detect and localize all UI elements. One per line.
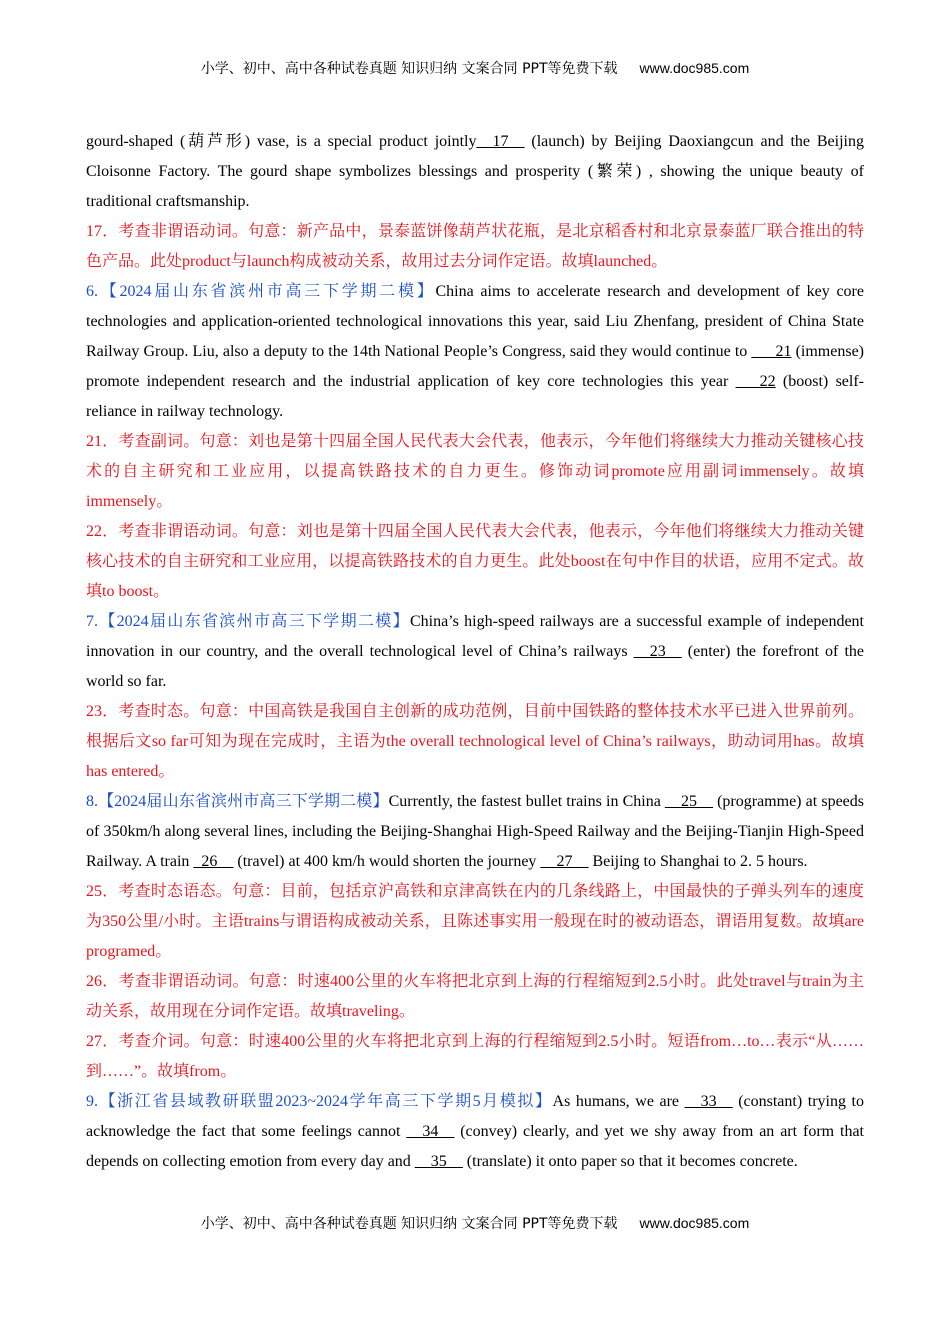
question-source: 【2024届山东省滨州市高三下学期二模】 bbox=[98, 793, 389, 810]
question-number: 7. bbox=[86, 613, 98, 630]
answer-17: 17．考查非谓语动词。句意：新产品中，景泰蓝饼像葫芦状花瓶，是北京稻香村和北京景泰蓝厂联合推出的特色产品。此处product与launch构成被动关系，故用过去分词作定语。故填launched。 bbox=[86, 223, 864, 270]
question-source: 【浙江省县域教研联盟2023~2024学年高三下学期5月模拟】 bbox=[98, 1093, 553, 1110]
question-9-passage: 9.【浙江省县域教研联盟2023~2024学年高三下学期5月模拟】As humans, we are __33__ (constant) trying to acknowledge the fact that some feelings cannot __34__ (convey) clearly, and yet we shy away from an art form that depends on collecting emotion from every day and __35__ (translate) it onto paper so that it becomes concrete. bbox=[86, 1093, 864, 1170]
blank-34: __34__ bbox=[406, 1123, 455, 1140]
blank-21: ___21 bbox=[751, 343, 792, 360]
footer-text: 小学、初中、高中各种试卷真题 知识归纳 文案合同 PPT等免费下载 bbox=[200, 1216, 618, 1232]
question-number: 6. bbox=[86, 283, 98, 300]
blank-23: __23__ bbox=[633, 643, 682, 660]
footer-site-link[interactable]: www.doc985.com bbox=[639, 1215, 750, 1231]
page-footer bbox=[0, 1213, 950, 1233]
question-source: 【2024届山东省滨州市高三下学期二模】 bbox=[98, 613, 410, 630]
question-5-passage: gourd-shaped (葫芦形) vase, is a special product jointly__17__ (launch) by Beijing Daoxiangcun and the Beijing Cloisonne Factory. The gourd shape symbolizes blessings and prosperity (繁荣) , showing the unique beauty of traditional craftsmanship. bbox=[86, 133, 864, 210]
answer-25: 25．考查时态语态。句意：目前，包括京沪高铁和京津高铁在内的几条线路上，中国最快的子弹头列车的速度为350公里/小时。主语trains与谓语构成被动关系，且陈述事实用一般现在时的被动语态，谓语用复数。故填are programed。 bbox=[86, 883, 864, 960]
blank-35: __35__ bbox=[414, 1153, 463, 1170]
question-number: 8. bbox=[86, 793, 98, 810]
question-7-passage: 7.【2024届山东省滨州市高三下学期二模】China’s high-speed railways are a successful example of independent innovation in our country, and the overall technological level of China’s railways __23__ (enter) the forefront of the world so far. bbox=[86, 613, 864, 690]
question-6-passage: 6.【2024届山东省滨州市高三下学期二模】China aims to accelerate research and development of key core technologies and application-oriented technological innovations this year, said Liu Zhenfang, president of China State Railway Group. Liu, also a deputy to the 14th National People’s Congress, said they would continue to ___21 (immense) promote independent research and the industrial application of key core technologies this year ___22 (boost) self-reliance in railway technology. bbox=[86, 283, 865, 420]
header-site-link[interactable]: www.doc985.com bbox=[639, 60, 750, 76]
blank-25: __25__ bbox=[664, 793, 713, 810]
answer-26: 26．考查非谓语动词。句意：时速400公里的火车将把北京到上海的行程缩短到2.5小时。此处travel与train为主动关系，故用现在分词作定语。故填traveling。 bbox=[86, 973, 864, 1020]
page-header bbox=[0, 58, 950, 78]
blank-27: __27__ bbox=[540, 853, 589, 870]
blank-26: _26__ bbox=[193, 853, 234, 870]
answer-22: 22．考查非谓语动词。句意：刘也是第十四届全国人民代表大会代表，他表示，今年他们将继续大力推动关键核心技术的自主研究和工业应用，以提高铁路技术的自力更生。此处boost在句中作目的状语，应用不定式。故填to boost。 bbox=[86, 523, 864, 600]
answer-27: 27．考查介词。句意：时速400公里的火车将把北京到上海的行程缩短到2.5小时。短语from…to…表示“从……到……”。故填from。 bbox=[86, 1033, 864, 1080]
question-source: 【2024届山东省滨州市高三下学期二模】 bbox=[98, 283, 436, 300]
document-body bbox=[86, 127, 864, 1177]
question-number: 9. bbox=[86, 1093, 98, 1110]
answer-23: 23．考查时态。句意：中国高铁是我国自主创新的成功范例，目前中国铁路的整体技术水平已进入世界前列。根据后文so far可知为现在完成时，主语为the overall technological level of China’s railways，助动词用has。故填has entered。 bbox=[86, 703, 864, 780]
blank-17: __17__ bbox=[476, 133, 525, 150]
question-8-passage: 8.【2024届山东省滨州市高三下学期二模】Currently, the fastest bullet trains in China __25__ (programme) at speeds of 350km/h along several lines, including the Beijing-Shanghai High-Speed Railway and the Beijing-Tianjin High-Speed Railway. A train _26__ (travel) at 400 km/h would shorten the journey __27__ Beijing to Shanghai to 2. 5 hours. bbox=[86, 793, 864, 870]
header-text: 小学、初中、高中各种试卷真题 知识归纳 文案合同 PPT等免费下载 bbox=[200, 61, 618, 77]
answer-21: 21．考查副词。句意：刘也是第十四届全国人民代表大会代表，他表示，今年他们将继续大力推动关键核心技术的自主研究和工业应用，以提高铁路技术的自力更生。修饰动词promote应用副词immensely。故填immensely。 bbox=[86, 433, 864, 510]
blank-33: __33__ bbox=[684, 1093, 733, 1110]
blank-22: ___22 bbox=[735, 373, 776, 390]
